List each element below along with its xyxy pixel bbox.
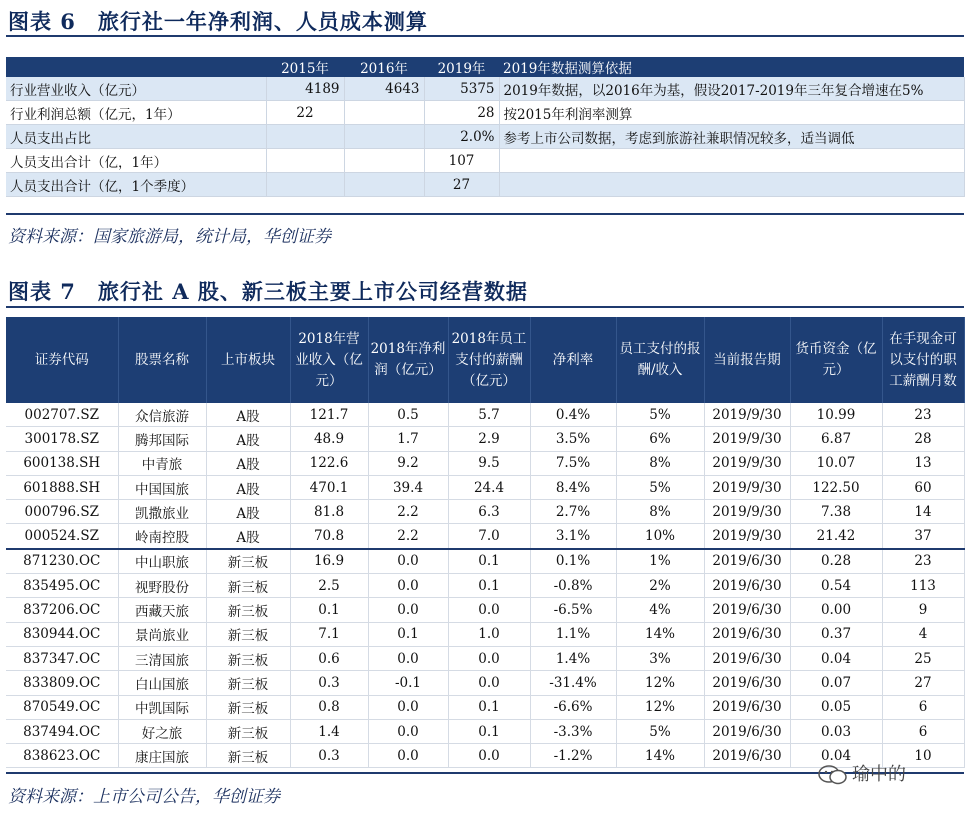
net-margin-cell: 2.7% — [530, 500, 616, 524]
value-2015 — [266, 125, 344, 149]
salary-months-cell: 4 — [882, 622, 964, 646]
cash-cell: 0.07 — [790, 671, 882, 695]
table-row — [6, 549, 964, 574]
net-profit-2018-cell: 0.5 — [368, 403, 448, 427]
value-2019: 28 — [424, 101, 499, 125]
header-cell: 证券代码 — [6, 317, 118, 403]
salary-ratio-cell: 3% — [616, 646, 704, 670]
report-date-cell: 2019/6/30 — [704, 744, 790, 768]
revenue-2018-cell: 1.4 — [290, 719, 368, 743]
stock-name-cell: 视野股份 — [118, 574, 206, 598]
value-2019: 107 — [424, 149, 499, 173]
cash-cell: 6.87 — [790, 427, 882, 451]
stock-code-cell: 830944.OC — [6, 622, 118, 646]
salary-ratio-cell: 6% — [616, 427, 704, 451]
net-margin-cell: 0.1% — [530, 549, 616, 574]
board-cell: 新三板 — [206, 574, 290, 598]
salary-2018-cell: 5.7 — [448, 403, 530, 427]
cash-cell: 0.05 — [790, 695, 882, 719]
salary-months-cell: 6 — [882, 719, 964, 743]
board-cell: A股 — [206, 500, 290, 524]
header-cell: 2019年 — [424, 57, 499, 77]
row-label: 行业利润总额（亿元，1年） — [6, 101, 266, 125]
salary-months-cell: 23 — [882, 403, 964, 427]
header-cell: 2018年营业收入（亿元） — [290, 317, 368, 403]
stock-name-cell: 凯撒旅业 — [118, 500, 206, 524]
figure-7-rule — [6, 306, 964, 308]
table-row — [6, 671, 964, 695]
value-2015 — [266, 173, 344, 197]
cash-cell: 21.42 — [790, 524, 882, 549]
net-margin-cell: 1.4% — [530, 646, 616, 670]
salary-2018-cell: 0.1 — [448, 549, 530, 574]
basis-text: 按2015年利润率测算 — [499, 101, 964, 125]
net-profit-2018-cell: 1.7 — [368, 427, 448, 451]
revenue-2018-cell: 122.6 — [290, 451, 368, 475]
net-profit-2018-cell: 0.0 — [368, 574, 448, 598]
board-cell: A股 — [206, 451, 290, 475]
salary-2018-cell: 0.0 — [448, 671, 530, 695]
salary-2018-cell: 9.5 — [448, 451, 530, 475]
revenue-2018-cell: 470.1 — [290, 475, 368, 499]
stock-code-cell: 601888.SH — [6, 475, 118, 499]
value-2016 — [344, 101, 424, 125]
revenue-2018-cell: 7.1 — [290, 622, 368, 646]
header-cell: 货币资金（亿元） — [790, 317, 882, 403]
header-cell: 2018年员工支付的薪酬（亿元） — [448, 317, 530, 403]
stock-code-cell: 600138.SH — [6, 451, 118, 475]
net-margin-cell: -6.5% — [530, 598, 616, 622]
report-date-cell: 2019/9/30 — [704, 524, 790, 549]
value-2019: 5375 — [424, 77, 499, 101]
board-cell: A股 — [206, 427, 290, 451]
board-cell: A股 — [206, 403, 290, 427]
board-cell: 新三板 — [206, 646, 290, 670]
stock-code-cell: 000796.SZ — [6, 500, 118, 524]
net-margin-cell: -1.2% — [530, 744, 616, 768]
row-label: 人员支出合计（亿，1个季度） — [6, 173, 266, 197]
value-2019: 2.0% — [424, 125, 499, 149]
net-profit-2018-cell: 0.0 — [368, 695, 448, 719]
report-date-cell: 2019/9/30 — [704, 403, 790, 427]
stock-name-cell: 三清国旅 — [118, 646, 206, 670]
table-row — [6, 646, 964, 670]
report-date-cell: 2019/6/30 — [704, 622, 790, 646]
table-row — [6, 598, 964, 622]
net-profit-2018-cell: 0.0 — [368, 744, 448, 768]
cash-cell: 10.07 — [790, 451, 882, 475]
stock-code-cell: 837206.OC — [6, 598, 118, 622]
net-profit-2018-cell: 2.2 — [368, 524, 448, 549]
net-profit-2018-cell: 0.1 — [368, 622, 448, 646]
report-date-cell: 2019/9/30 — [704, 451, 790, 475]
net-margin-cell: 7.5% — [530, 451, 616, 475]
figure-7-source: 资料来源：上市公司公告，华创证券 — [8, 787, 280, 807]
revenue-2018-cell: 70.8 — [290, 524, 368, 549]
value-2016 — [344, 125, 424, 149]
salary-months-cell: 13 — [882, 451, 964, 475]
salary-2018-cell: 0.0 — [448, 744, 530, 768]
row-label: 人员支出合计（亿，1年） — [6, 149, 266, 173]
salary-2018-cell: 0.0 — [448, 646, 530, 670]
salary-ratio-cell: 5% — [616, 719, 704, 743]
table-row — [6, 77, 964, 101]
salary-ratio-cell: 12% — [616, 695, 704, 719]
header-cell: 员工支付的报酬/收入 — [616, 317, 704, 403]
revenue-2018-cell: 0.1 — [290, 598, 368, 622]
salary-ratio-cell: 4% — [616, 598, 704, 622]
stock-name-cell: 岭南控股 — [118, 524, 206, 549]
cash-cell: 122.50 — [790, 475, 882, 499]
net-margin-cell: 0.4% — [530, 403, 616, 427]
header-cell: 2018年净利润（亿元） — [368, 317, 448, 403]
figure-6-source: 资料来源：国家旅游局，统计局，华创证券 — [8, 227, 331, 247]
figure-7-title: 图表 7 旅行社 A 股、新三板主要上市公司经营数据 — [8, 279, 528, 304]
revenue-2018-cell: 81.8 — [290, 500, 368, 524]
figure-7-table — [6, 317, 965, 768]
stock-name-cell: 中青旅 — [118, 451, 206, 475]
table-row — [6, 574, 964, 598]
revenue-2018-cell: 0.3 — [290, 744, 368, 768]
net-profit-2018-cell: 39.4 — [368, 475, 448, 499]
table-row — [6, 149, 964, 173]
report-date-cell: 2019/6/30 — [704, 574, 790, 598]
table-row — [6, 622, 964, 646]
board-cell: 新三板 — [206, 549, 290, 574]
salary-2018-cell: 2.9 — [448, 427, 530, 451]
salary-ratio-cell: 8% — [616, 451, 704, 475]
header-cell: 2015年 — [266, 57, 344, 77]
stock-code-cell: 838623.OC — [6, 744, 118, 768]
board-cell: A股 — [206, 475, 290, 499]
salary-months-cell: 10 — [882, 744, 964, 768]
net-margin-cell: -0.8% — [530, 574, 616, 598]
stock-code-cell: 835495.OC — [6, 574, 118, 598]
report-date-cell: 2019/9/30 — [704, 500, 790, 524]
table-row — [6, 524, 964, 549]
revenue-2018-cell: 16.9 — [290, 549, 368, 574]
cash-cell: 0.37 — [790, 622, 882, 646]
net-profit-2018-cell: 0.0 — [368, 719, 448, 743]
table-header-row — [6, 57, 964, 77]
table-row — [6, 173, 964, 197]
report-date-cell: 2019/6/30 — [704, 549, 790, 574]
header-cell: 上市板块 — [206, 317, 290, 403]
stock-name-cell: 好之旅 — [118, 719, 206, 743]
salary-ratio-cell: 10% — [616, 524, 704, 549]
figure-6-bottom-rule — [6, 213, 964, 215]
salary-months-cell: 60 — [882, 475, 964, 499]
stock-name-cell: 康庄国旅 — [118, 744, 206, 768]
value-2016 — [344, 173, 424, 197]
table-header-row — [6, 317, 964, 403]
stock-name-cell: 白山国旅 — [118, 671, 206, 695]
salary-2018-cell: 0.1 — [448, 574, 530, 598]
stock-name-cell: 景尚旅业 — [118, 622, 206, 646]
salary-months-cell: 113 — [882, 574, 964, 598]
figure-6-rule — [6, 35, 964, 37]
report-date-cell: 2019/6/30 — [704, 671, 790, 695]
basis-text — [499, 149, 964, 173]
stock-name-cell: 中凯国际 — [118, 695, 206, 719]
salary-2018-cell: 7.0 — [448, 524, 530, 549]
value-2016: 4643 — [344, 77, 424, 101]
stock-name-cell: 中山职旅 — [118, 549, 206, 574]
net-profit-2018-cell: 2.2 — [368, 500, 448, 524]
board-cell: 新三板 — [206, 744, 290, 768]
revenue-2018-cell: 0.6 — [290, 646, 368, 670]
table-row — [6, 451, 964, 475]
row-label: 人员支出占比 — [6, 125, 266, 149]
report-date-cell: 2019/9/30 — [704, 475, 790, 499]
net-profit-2018-cell: 0.0 — [368, 598, 448, 622]
report-date-cell: 2019/6/30 — [704, 646, 790, 670]
row-label: 行业营业收入（亿元） — [6, 77, 266, 101]
table-row — [6, 475, 964, 499]
net-profit-2018-cell: -0.1 — [368, 671, 448, 695]
stock-code-cell: 000524.SZ — [6, 524, 118, 549]
basis-text: 参考上市公司数据，考虑到旅游社兼职情况较多，适当调低 — [499, 125, 964, 149]
board-cell: 新三板 — [206, 598, 290, 622]
salary-ratio-cell: 8% — [616, 500, 704, 524]
board-cell: 新三板 — [206, 719, 290, 743]
salary-2018-cell: 1.0 — [448, 622, 530, 646]
stock-name-cell: 腾邦国际 — [118, 427, 206, 451]
value-2019: 27 — [424, 173, 499, 197]
header-cell: 2016年 — [344, 57, 424, 77]
stock-code-cell: 837494.OC — [6, 719, 118, 743]
value-2015: 4189 — [266, 77, 344, 101]
net-margin-cell: -3.3% — [530, 719, 616, 743]
salary-ratio-cell: 14% — [616, 744, 704, 768]
table-row — [6, 500, 964, 524]
salary-months-cell: 37 — [882, 524, 964, 549]
header-cell — [6, 57, 266, 77]
watermark-text: 瑜中的 — [852, 764, 906, 785]
table-row — [6, 101, 964, 125]
cash-cell: 0.04 — [790, 646, 882, 670]
header-cell: 在手现金可以支付的职工薪酬月数 — [882, 317, 964, 403]
cash-cell: 0.03 — [790, 719, 882, 743]
net-margin-cell: 8.4% — [530, 475, 616, 499]
revenue-2018-cell: 48.9 — [290, 427, 368, 451]
figure-6-title: 图表 6 旅行社一年净利润、人员成本测算 — [8, 9, 428, 34]
revenue-2018-cell: 0.3 — [290, 671, 368, 695]
revenue-2018-cell: 121.7 — [290, 403, 368, 427]
salary-ratio-cell: 1% — [616, 549, 704, 574]
header-cell: 净利率 — [530, 317, 616, 403]
revenue-2018-cell: 2.5 — [290, 574, 368, 598]
report-date-cell: 2019/6/30 — [704, 695, 790, 719]
header-cell: 2019年数据测算依据 — [499, 57, 964, 77]
stock-name-cell: 西藏天旅 — [118, 598, 206, 622]
board-cell: 新三板 — [206, 671, 290, 695]
report-date-cell: 2019/9/30 — [704, 427, 790, 451]
stock-code-cell: 870549.OC — [6, 695, 118, 719]
salary-2018-cell: 24.4 — [448, 475, 530, 499]
salary-months-cell: 6 — [882, 695, 964, 719]
table-row — [6, 695, 964, 719]
net-margin-cell: 3.5% — [530, 427, 616, 451]
header-cell: 股票名称 — [118, 317, 206, 403]
salary-ratio-cell: 14% — [616, 622, 704, 646]
cash-cell: 0.54 — [790, 574, 882, 598]
report-date-cell: 2019/6/30 — [704, 719, 790, 743]
salary-2018-cell: 0.1 — [448, 719, 530, 743]
cash-cell: 10.99 — [790, 403, 882, 427]
basis-text: 2019年数据，以2016年为基，假设2017-2019年三年复合增速在5% — [499, 77, 964, 101]
stock-name-cell: 众信旅游 — [118, 403, 206, 427]
table-row — [6, 427, 964, 451]
salary-ratio-cell: 12% — [616, 671, 704, 695]
net-margin-cell: 1.1% — [530, 622, 616, 646]
net-margin-cell: -31.4% — [530, 671, 616, 695]
net-margin-cell: 3.1% — [530, 524, 616, 549]
salary-ratio-cell: 5% — [616, 403, 704, 427]
salary-months-cell: 14 — [882, 500, 964, 524]
salary-months-cell: 25 — [882, 646, 964, 670]
salary-ratio-cell: 5% — [616, 475, 704, 499]
watermark — [818, 760, 906, 786]
report-date-cell: 2019/6/30 — [704, 598, 790, 622]
revenue-2018-cell: 0.8 — [290, 695, 368, 719]
cash-cell: 0.28 — [790, 549, 882, 574]
cash-cell: 0.00 — [790, 598, 882, 622]
salary-months-cell: 27 — [882, 671, 964, 695]
table-row — [6, 125, 964, 149]
stock-name-cell: 中国国旅 — [118, 475, 206, 499]
salary-months-cell: 28 — [882, 427, 964, 451]
header-cell: 当前报告期 — [704, 317, 790, 403]
table-row — [6, 719, 964, 743]
salary-months-cell: 23 — [882, 549, 964, 574]
net-profit-2018-cell: 0.0 — [368, 646, 448, 670]
salary-ratio-cell: 2% — [616, 574, 704, 598]
stock-code-cell: 837347.OC — [6, 646, 118, 670]
salary-2018-cell: 0.1 — [448, 695, 530, 719]
salary-2018-cell: 6.3 — [448, 500, 530, 524]
stock-code-cell: 300178.SZ — [6, 427, 118, 451]
cash-cell: 0.04 — [790, 744, 882, 768]
board-cell: 新三板 — [206, 695, 290, 719]
value-2015: 22 — [266, 101, 344, 125]
salary-2018-cell: 0.0 — [448, 598, 530, 622]
wechat-icon — [818, 764, 848, 786]
figure-6-table — [6, 57, 965, 197]
cash-cell: 7.38 — [790, 500, 882, 524]
salary-months-cell: 9 — [882, 598, 964, 622]
board-cell: A股 — [206, 524, 290, 549]
stock-code-cell: 833809.OC — [6, 671, 118, 695]
value-2015 — [266, 149, 344, 173]
net-profit-2018-cell: 0.0 — [368, 549, 448, 574]
board-cell: 新三板 — [206, 622, 290, 646]
net-profit-2018-cell: 9.2 — [368, 451, 448, 475]
table-row — [6, 403, 964, 427]
value-2016 — [344, 149, 424, 173]
net-margin-cell: -6.6% — [530, 695, 616, 719]
stock-code-cell: 871230.OC — [6, 549, 118, 574]
stock-code-cell: 002707.SZ — [6, 403, 118, 427]
basis-text — [499, 173, 964, 197]
